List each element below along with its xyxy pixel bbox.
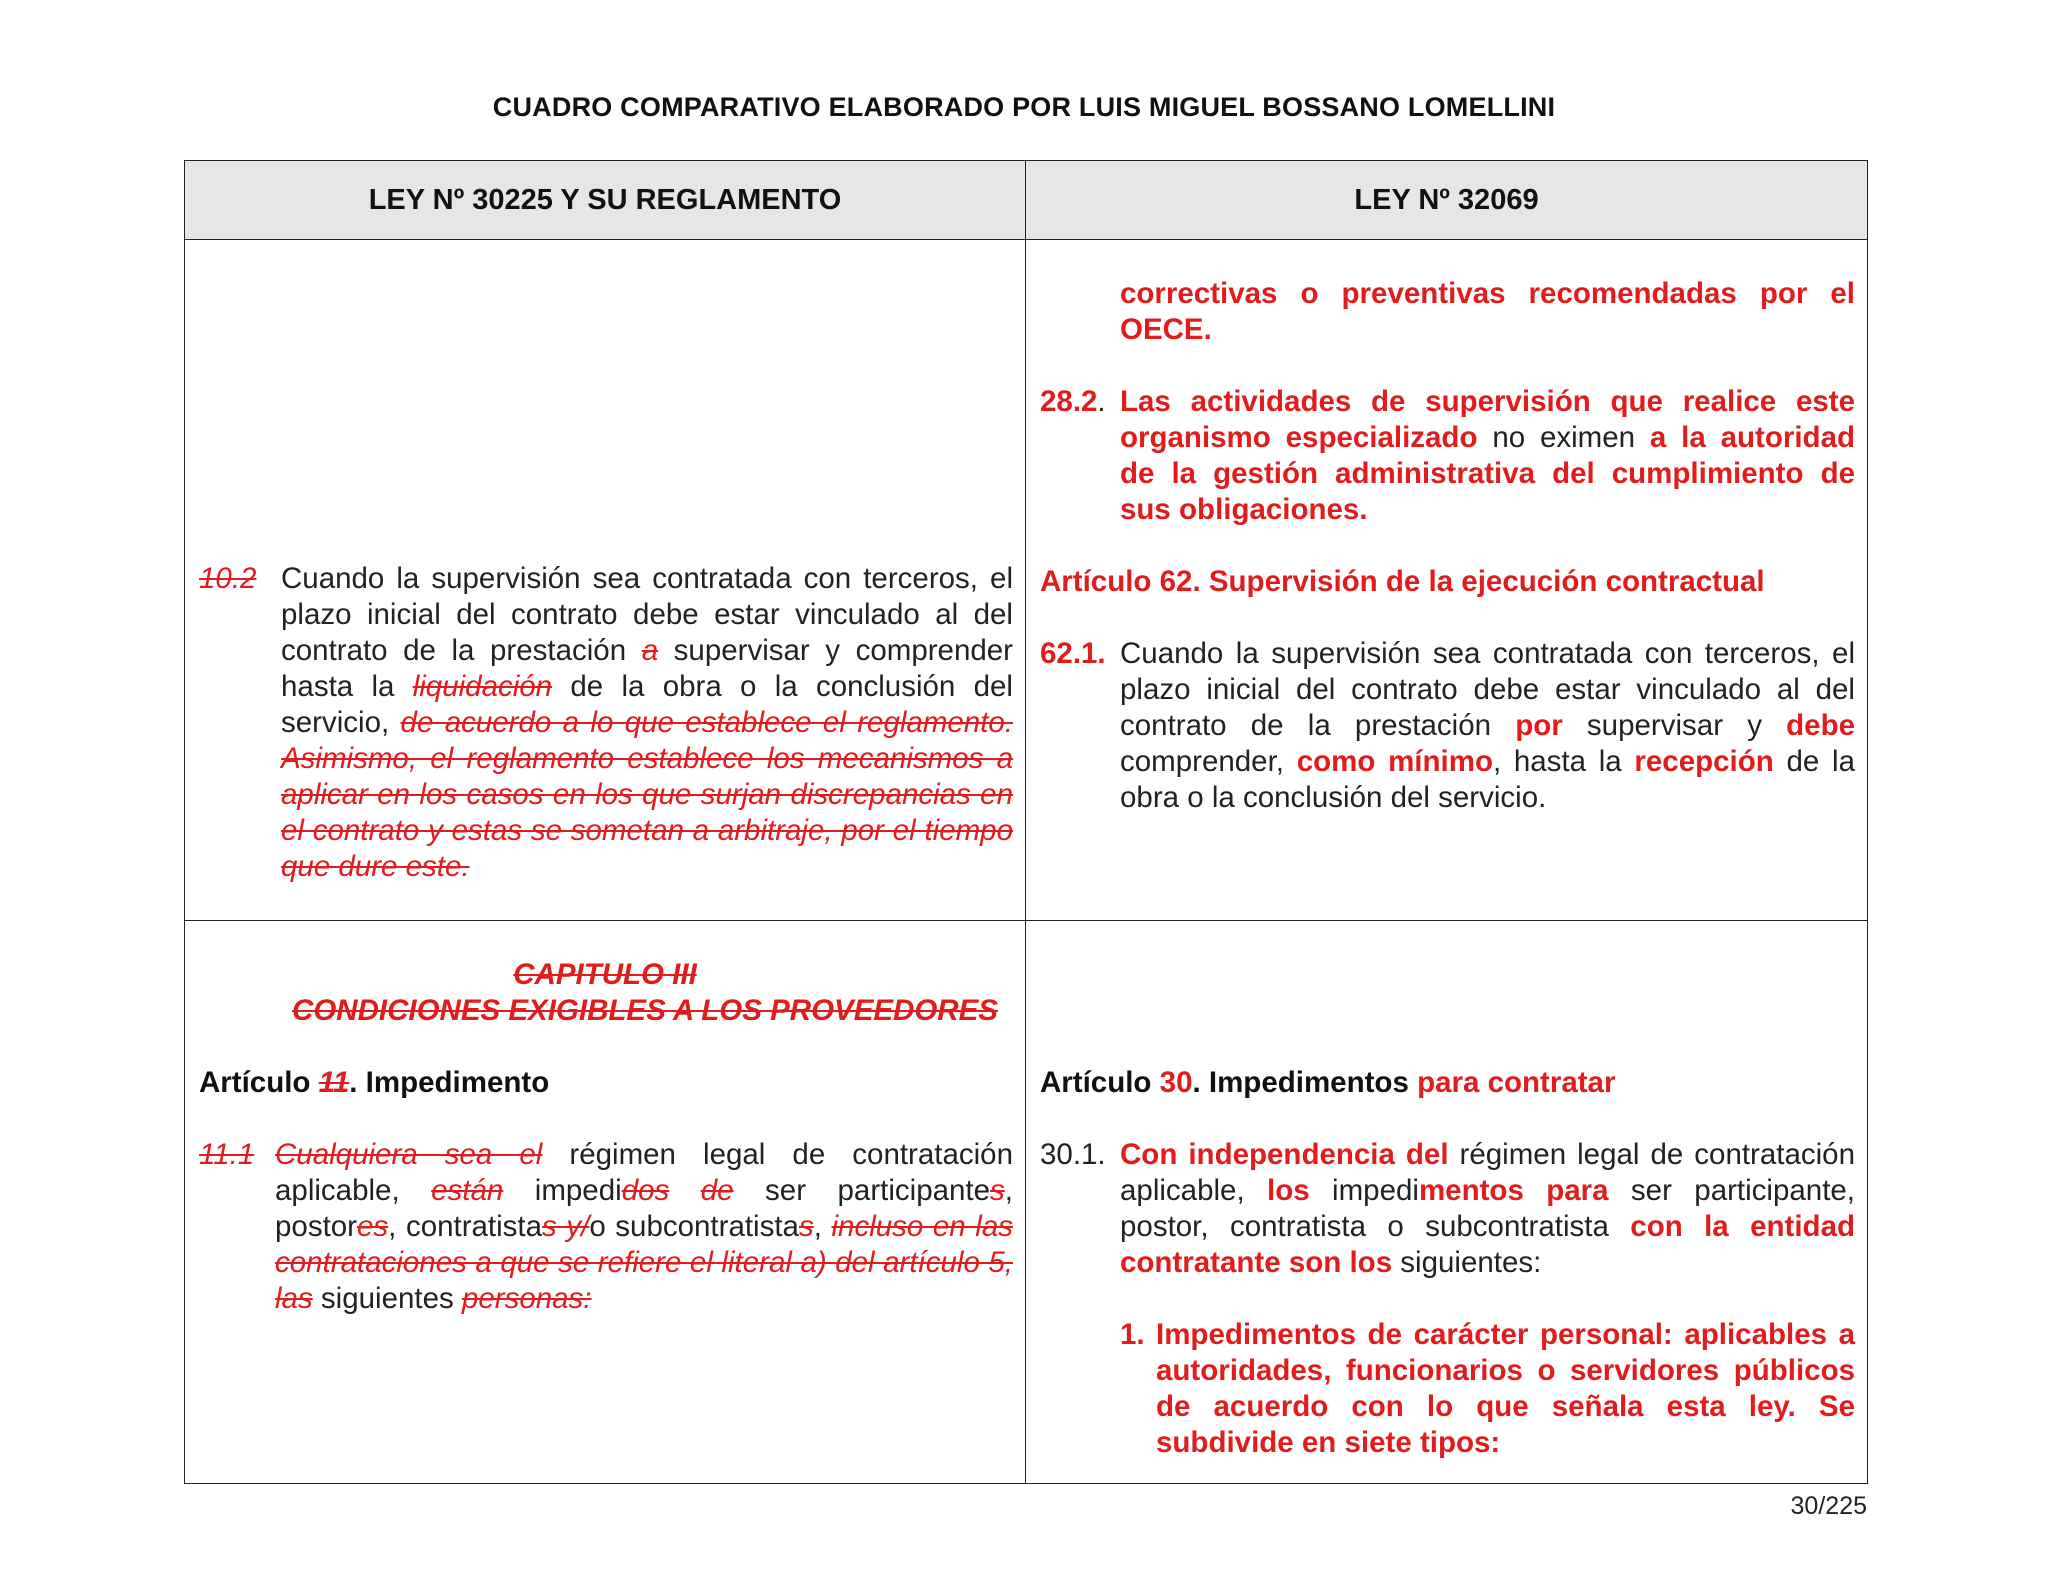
table-row [185,921,1868,1484]
paragraph-10-2 [199,561,1013,885]
deleted-text: a [641,634,659,667]
added-text: Las actividades de supervisión que realice este organismo especializado [1120,385,1855,454]
table-header-row [185,161,1868,240]
deleted-text: de acuerdo a lo que establece el reglamento. Asimismo, el reglamento establece los mecanismos a aplicar en los casos en los que surjan discrepancias en el contrato y estas se sometan a arbitraje, por el tiempo que dure este. [281,706,1014,883]
table-row [185,240,1868,921]
paragraph-30-1 [1040,1137,1855,1281]
text-run: supervisar y comprender hasta la [281,634,1013,703]
added-text: debe [1786,709,1855,742]
paragraph-body [1120,636,1855,816]
column-header-left: LEY Nº 30225 Y SU REGLAMENTO [185,161,1026,240]
text-run: de la obra o la conclusión del servicio. [1120,745,1855,814]
paragraph-body [1120,384,1855,528]
deleted-chapter-title: CONDICIONES EXIGIBLES A LOS PROVEEDORES [292,994,998,1027]
list-item-number: 1. [1120,1318,1145,1351]
paragraph-number: 11.1 [199,1138,255,1171]
added-text: como mínimo [1296,745,1493,778]
row1-right-cell [1026,240,1868,921]
text-run: , hasta la [1492,745,1635,778]
row2-right-cell [1026,921,1868,1484]
paragraph-body [281,561,1013,885]
page-title: CUADRO COMPARATIVO ELABORADO POR LUIS MIGUEL BOSSANO LOMELLINI [492,92,1556,122]
paragraph-number: 62.1. [1040,637,1106,670]
text-run: comprender, [1120,745,1297,778]
deleted-text: liquidación [412,670,553,703]
paragraph-62-1 [1040,636,1855,816]
text-run: supervisar y [1562,709,1787,742]
added-text: a la autoridad de la gestión administrativa del cumplimiento de sus obligaciones. [1120,421,1855,526]
paragraph-body: Cualquiera sea el régimen legal de contratación aplicable, están impedidos de ser participantes, postores, contratistas y/o subcontratistas, incluso en las contrataciones a que se refiere el literal a) del artículo 5, las siguientes personas: [275,1138,1013,1315]
list-item-text: Impedimentos de carácter personal: aplicables a autoridades, funcionarios o servidores públicos de acuerdo con lo que señala esta ley. Se subdivide en siete tipos: [1156,1318,1855,1459]
paragraph-28-2 [1040,384,1855,528]
list-item [1120,1317,1855,1461]
text-run: no eximen [1477,421,1636,454]
paragraph-number: 28.2. [1040,385,1106,418]
row1-left-cell [185,240,1026,921]
added-text: recepción [1634,745,1774,778]
added-text: por [1515,709,1563,742]
row2-left-cell [185,921,1026,1484]
article-30-title: Artículo 30. Impedimentos para contratar [1040,1066,1616,1099]
text-run: Cuando la supervisión sea contratada con terceros, el plazo inicial del contrato debe estar vinculado al del contrato de la prestación [1120,637,1855,742]
continued-paragraph: correctivas o preventivas recomendadas por el OECE. [1120,277,1855,346]
deleted-chapter-number: CAPITULO III [513,958,697,991]
chapter-heading [185,957,1025,1029]
page-number: 30/225 [1790,1492,1867,1520]
paragraph-11-1 [199,1137,1013,1317]
article-62-title: Artículo 62. Supervisión de la ejecución contractual [1040,565,1765,598]
article-11-title: Artículo 11. Impedimento [199,1066,550,1099]
comparison-table [184,160,1868,1484]
paragraph-body: Con independencia del régimen legal de contratación aplicable, los impedimentos para ser participante, postor, contratista o subcontratista con la entidad contratante son los siguientes: [1120,1138,1855,1279]
text-run: de la obra o la conclusión del servicio, [281,670,1013,739]
column-header-right: LEY Nº 32069 [1026,161,1868,240]
paragraph-number: 30.1. [1040,1138,1106,1171]
text-run: Cuando la supervisión sea contratada con terceros, el plazo inicial del contrato debe estar vinculado al del contrato de la prestación [281,562,1013,667]
paragraph-number: 10.2 [199,562,257,595]
